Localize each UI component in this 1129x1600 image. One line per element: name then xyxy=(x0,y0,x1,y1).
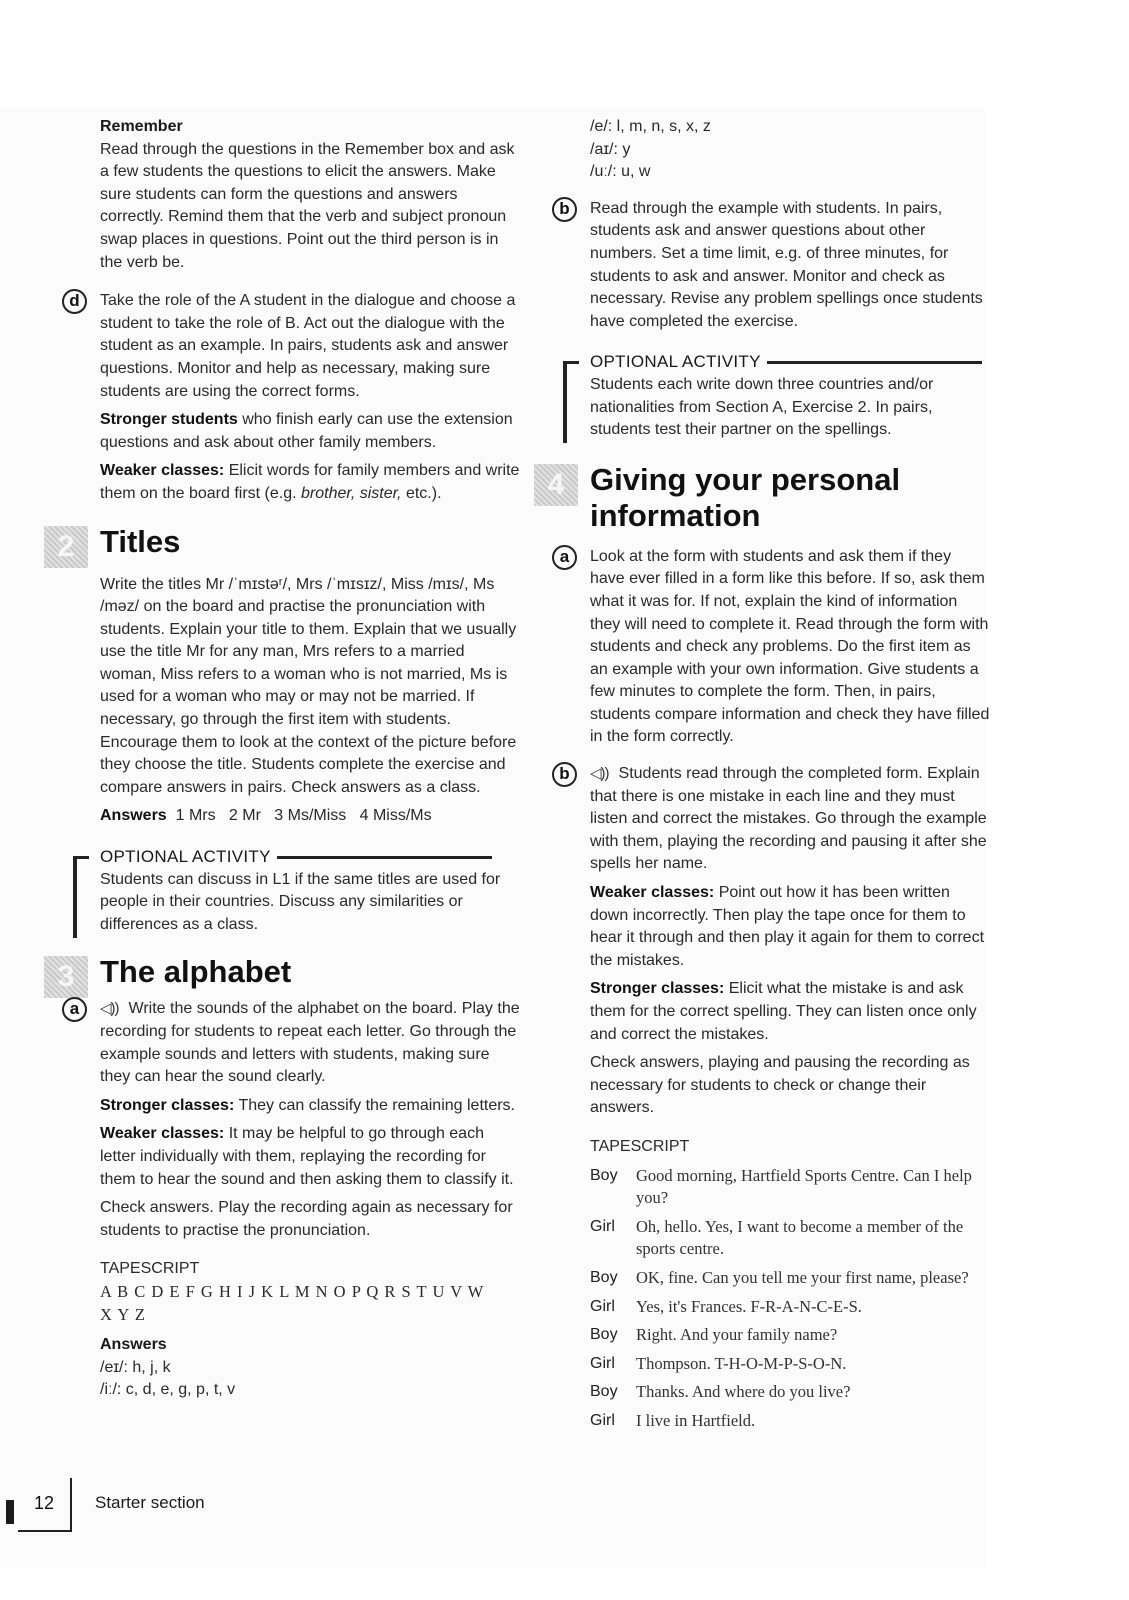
right-column xyxy=(547,116,990,1439)
speaker-name: Girl xyxy=(590,1297,615,1315)
optional-heading xyxy=(590,351,990,374)
optional-activity-1 xyxy=(100,846,520,936)
weaker-example: brother, sister, xyxy=(301,484,402,502)
answers-label: Answers xyxy=(100,1336,167,1354)
answers-values: 1 Mrs 2 Mr 3 Ms/Miss 4 Miss/Ms xyxy=(175,807,432,825)
section-title-line: information xyxy=(590,497,761,533)
stronger-label: Stronger classes: xyxy=(100,1096,235,1114)
weaker-classes-note xyxy=(100,460,520,505)
speaker-audio-icon: ◁)) xyxy=(590,765,609,783)
optional-rule xyxy=(767,361,982,364)
section-title: The alphabet xyxy=(100,954,292,990)
speaker-name: Girl xyxy=(590,1217,615,1235)
dialogue-line xyxy=(590,1216,990,1261)
weaker-text: It may be helpful to go through each letter individually with them, replaying the recording for them to hear the sound and then asking them to classify it. xyxy=(100,1125,514,1188)
weaker-text: Point out how it has been written down incorrectly. Then play the tape once for them to hear it through and then play it again for them to correct the mistakes. xyxy=(590,884,985,969)
section-titles-text: Write the titles Mr /ˈmɪstəʳ/, Mrs /ˈmɪsɪz/, Miss /mɪs/, Ms /məz/ on the board and practise the pronunciation with students. Explain your title to them. Explain that we usually use the title Mr for any man, Mrs refers to a married woman, Miss refers to a woman who is not married, Ms is used for a woman who may or may not be married. If necessary, go through the first item with students. Encourage them to look at the context of the picture before they choose the title. Students complete the exercise and compare answers in pairs. Check answers as a class. xyxy=(100,575,517,796)
stronger-label: Stronger classes: xyxy=(590,980,725,998)
exercise-a-body: Write the sounds of the alphabet on the board. Play the recording for students to repeat each letter. Go through the example sounds and letters with students, making sure they can hear the sound clearly. xyxy=(100,1000,520,1086)
exercise-b xyxy=(559,198,990,334)
optional-activity-2 xyxy=(590,351,990,441)
dialogue-text: Good morning, Hartfield Sports Centre. Can I help you? xyxy=(636,1165,972,1208)
dialogue-text: Thompson. T-H-O-M-P-S-O-N. xyxy=(636,1353,847,1373)
speaker-name: Girl xyxy=(590,1354,615,1372)
dialogue-text: I live in Hartfield. xyxy=(636,1410,756,1430)
answer-line: /iː/: c, d, e, g, p, t, v xyxy=(100,1381,236,1399)
tapescript-label: TAPESCRIPT xyxy=(100,1260,200,1278)
speaker-name: Boy xyxy=(590,1166,618,1184)
stronger-text: They can classify the remaining letters. xyxy=(234,1096,515,1114)
section-title: Titles xyxy=(100,523,181,559)
remember-heading: Remember xyxy=(100,118,183,135)
page-number: 12 xyxy=(34,1493,55,1513)
dialogue-line xyxy=(590,1165,990,1210)
remember-block xyxy=(100,116,520,274)
optional-text: Students each write down three countries and/or nationalities from Section A, Exercise 2. In pairs, students test their partner on the spellings. xyxy=(590,375,934,439)
left-column xyxy=(57,116,520,1402)
dialogue-text: Right. And your family name? xyxy=(636,1325,838,1345)
speaker-name: Boy xyxy=(590,1383,618,1401)
speaker-name: Boy xyxy=(590,1326,618,1344)
exercise-a-text: Look at the form with students and ask them if they have ever filled in a form like this before. If so, ask them what it was for. If not, explain the kind of information they will need to complete it. Read through the form with students and check any problems. Do the first item as an example with your own information. Give students a few minutes to complete the form. Then, in pairs, students compare information and check they have filled in the form correctly. xyxy=(590,547,990,746)
remember-text: Read through the questions in the Remember box and ask a few students the questions to elicit the answers. Make sure students can form the questions and answers correctly. Remind them that the verb and subject pronoun swap places in questions. Point out the third person is in the verb be. xyxy=(100,140,515,271)
stronger-text: who finish early can use the extension questions and ask about other family members. xyxy=(100,411,513,451)
dialogue-line xyxy=(590,1324,990,1347)
exercise-d xyxy=(69,290,520,505)
optional-heading-text: OPTIONAL ACTIVITY xyxy=(590,352,761,372)
section-name: Starter section xyxy=(95,1493,205,1512)
check-answers-note: Check answers. Play the recording again as necessary for students to practise the pronunciation. xyxy=(100,1199,513,1239)
dialogue-line xyxy=(590,1296,990,1319)
section-alphabet xyxy=(57,954,520,1402)
section-number-badge: 4 xyxy=(534,464,578,506)
exercise-a-text xyxy=(100,998,520,1088)
section-titles xyxy=(57,523,520,829)
exercise-letter-badge: d xyxy=(62,289,87,314)
optional-rule xyxy=(277,856,492,859)
exercise-letter-badge: a xyxy=(62,997,87,1022)
weaker-label: Weaker classes: xyxy=(100,462,225,480)
weaker-label: Weaker classes: xyxy=(590,884,715,902)
section-number-badge: 3 xyxy=(44,956,88,998)
answer-line: /aɪ/: y xyxy=(590,140,631,158)
weaker-classes-note xyxy=(590,882,990,972)
dialogue-text: Thanks. And where do you live? xyxy=(636,1382,851,1402)
footer-divider xyxy=(70,1478,72,1530)
weaker-text-b: etc.). xyxy=(401,484,442,502)
section-number-badge: 2 xyxy=(44,526,88,568)
answers-label: Answers xyxy=(100,807,167,825)
footer-marker xyxy=(6,1500,14,1524)
answer-line: /e/: l, m, n, s, x, z xyxy=(590,118,711,135)
weaker-text-a: Elicit words for family members and write them on the board first (e.g. xyxy=(100,462,520,502)
stronger-text: Elicit what the mistake is and ask them for the correct spelling. They can listen once only and correct the mistakes. xyxy=(590,980,977,1043)
exercise-a xyxy=(69,998,520,1402)
optional-heading-text: OPTIONAL ACTIVITY xyxy=(100,847,271,867)
dialogue-line xyxy=(590,1353,990,1376)
stronger-students-note xyxy=(100,409,520,454)
section-personal-info xyxy=(547,461,990,1433)
exercise-letter-badge: b xyxy=(552,762,577,787)
dialogue-text: Yes, it's Frances. F-R-A-N-C-E-S. xyxy=(636,1296,862,1316)
optional-bracket xyxy=(563,361,567,443)
tapescript-label: TAPESCRIPT xyxy=(590,1137,690,1155)
dialogue-text: OK, fine. Can you tell me your first name, please? xyxy=(636,1267,969,1287)
exercise-b-body: Students read through the completed form. Explain that there is one mistake in each line and they must listen and correct the mistakes. Go through the example with them, playing the recording and pausing it after she spells her name. xyxy=(590,765,987,873)
answer-line: /uː/: u, w xyxy=(590,163,651,181)
stronger-label: Stronger students xyxy=(100,411,238,429)
dialogue-line xyxy=(590,1267,990,1290)
dialogue-line xyxy=(590,1381,990,1404)
page-footer xyxy=(0,1478,260,1558)
exercise-b xyxy=(559,763,990,1432)
weaker-classes-note xyxy=(100,1123,520,1191)
tapescript-dialogue xyxy=(590,1165,990,1433)
tapescript-line: A B C D E F G H I J K L M N O P Q R S T U V W xyxy=(100,1281,485,1301)
optional-bracket xyxy=(73,856,77,938)
optional-heading xyxy=(100,846,520,869)
dialogue-text: Oh, hello. Yes, I want to become a member of the sports centre. xyxy=(636,1216,964,1259)
exercise-a xyxy=(559,546,990,749)
speaker-audio-icon: ◁)) xyxy=(100,1000,119,1018)
footer-divider xyxy=(18,1530,72,1532)
section-title-line: Giving your personal xyxy=(590,461,901,497)
speaker-name: Girl xyxy=(590,1411,615,1429)
weaker-label: Weaker classes: xyxy=(100,1125,225,1143)
optional-text: Students can discuss in L1 if the same titles are used for people in their countries. Discuss any similarities or differences as a class. xyxy=(100,870,501,933)
stronger-classes-note xyxy=(590,978,990,1046)
exercise-letter-badge: a xyxy=(552,545,577,570)
exercise-b-text: Read through the example with students. In pairs, students ask and answer questions about other numbers. Set a time limit, e.g. of three minutes, for students to ask and answer. Monitor and check as necessary. Revise any problem spellings once students have completed the exercise. xyxy=(590,199,983,330)
titles-answers xyxy=(100,805,520,828)
speaker-name: Boy xyxy=(590,1268,618,1286)
exercise-letter-badge: b xyxy=(552,197,577,222)
answer-line: /eɪ/: h, j, k xyxy=(100,1358,171,1376)
exercise-b-text xyxy=(590,763,990,876)
tapescript-line: X Y Z xyxy=(100,1304,146,1324)
stronger-classes-note xyxy=(100,1095,520,1118)
dialogue-line xyxy=(590,1410,990,1433)
check-answers-note: Check answers, playing and pausing the recording as necessary for students to check or change their answers. xyxy=(590,1054,970,1117)
exercise-d-text: Take the role of the A student in the dialogue and choose a student to take the role of B. Act out the dialogue with the student as an example. In pairs, students ask and answer questions. Monitor and help as necessary, making sure students are using the correct forms. xyxy=(100,292,516,400)
